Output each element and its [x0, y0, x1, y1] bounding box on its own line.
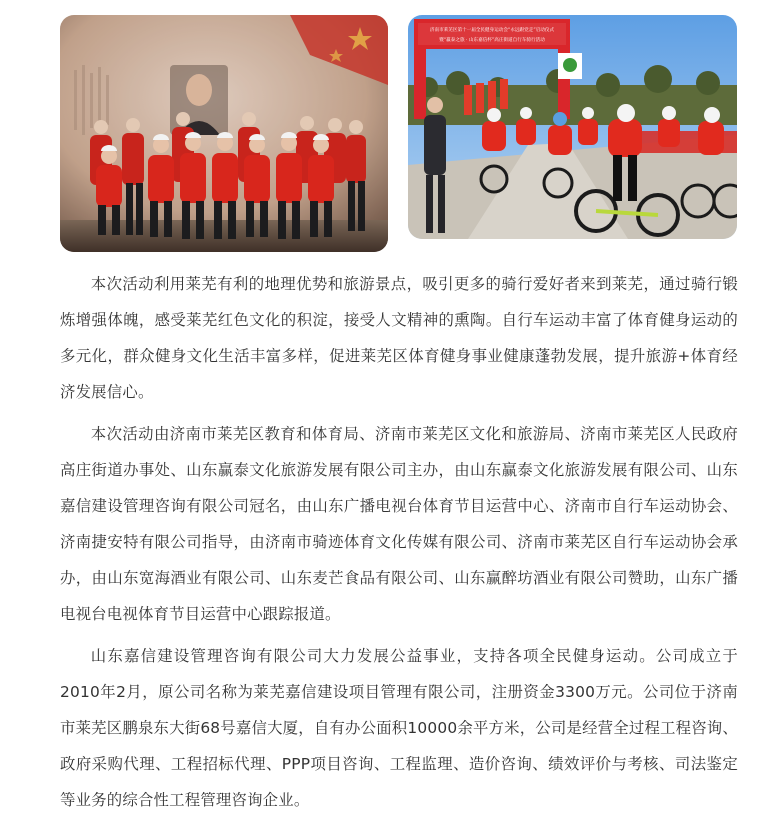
race-start-photo	[408, 15, 737, 239]
paragraph-company-profile: 山东嘉信建设管理咨询有限公司大力发展公益事业，支持各项全民健身运动。公司成立于2010年2月，原公司名称为莱芜嘉信建设项目管理有限公司，注册资金3300万元。公司位于济南市莱芜区鹏泉东大街68号嘉信大厦，自有办公面积10000余平方米，公司是经营全过程工程咨询、政府采购代理、工程招标代理、PPP项目咨询、工程监理、造价咨询、绩效评价与考核、司法鉴定等业务的综合性工程管理咨询企业。	[60, 647, 738, 809]
banner-line-2: 暨“赢泰之旅 · 山东嘉信杯”高庄街道自行车骑行活动	[439, 38, 545, 43]
article-body	[60, 266, 738, 824]
paragraph-organizers: 本次活动由济南市莱芜区教育和体育局、济南市莱芜区文化和旅游局、济南市莱芜区人民政府高庄街道办事处、山东赢泰文化旅游发展有限公司主办，由山东赢泰文化旅游发展有限公司、山东嘉信建设管理咨询有限公司冠名，由山东广播电视台体育节目运营中心、济南市自行车运动协会、济南捷安特有限公司指导，由济南市骑迹体育文化传媒有限公司、济南市莱芜区自行车运动协会承办，由山东宽海酒业有限公司、山东麦芒食品有限公司、山东赢醉坊酒业有限公司赞助，山东广播电视台电视体育节目运营中心跟踪报道。	[60, 425, 738, 623]
banner-line-1: 济南市莱芜区第十一届全民健身运动会“永远跟党走”启动仪式	[429, 28, 555, 33]
group-photo	[60, 15, 388, 252]
paragraph-activity-purpose: 本次活动利用莱芜有利的地理优势和旅游景点，吸引更多的骑行爱好者来到莱芜，通过骑行锻炼增强体魄，感受莱芜红色文化的积淀，接受人文精神的熏陶。自行车运动丰富了体育健身运动的多元化，群众健身文化生活丰富多样，促进莱芜区体育健身事业健康蓬勃发展，提升旅游+体育经济发展信心。	[60, 275, 738, 401]
